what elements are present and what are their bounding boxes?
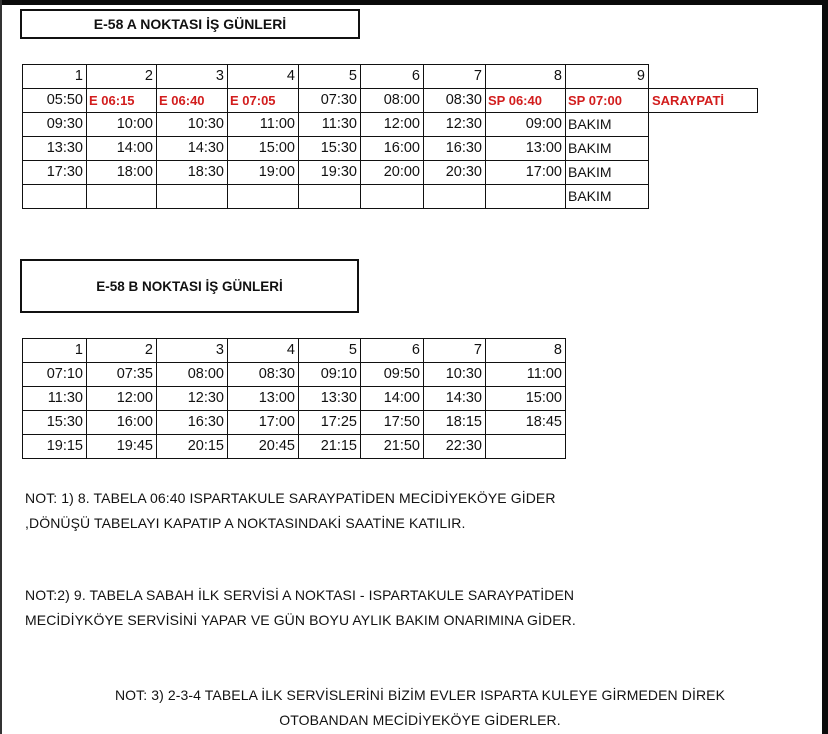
table-b-cell: 10:30 xyxy=(424,363,486,387)
table-a-cell: 10:00 xyxy=(87,113,157,137)
table-row xyxy=(23,113,758,137)
table-b-cell: 08:00 xyxy=(157,363,228,387)
table-a-cell: 17:30 xyxy=(23,161,87,185)
table-a-cell xyxy=(424,185,486,209)
table-a-cell: 18:30 xyxy=(157,161,228,185)
note-1 xyxy=(25,486,725,536)
table-b-header-cell: 8 xyxy=(486,339,566,363)
table-a-header-cell: 9 xyxy=(566,65,649,89)
table-a-cell: 14:00 xyxy=(87,137,157,161)
table-b-cell: 12:00 xyxy=(87,387,157,411)
note-2 xyxy=(25,583,745,633)
table-a-cell: 14:30 xyxy=(157,137,228,161)
table-a-cell: 20:30 xyxy=(424,161,486,185)
table-a-cell: 05:50 xyxy=(23,89,87,113)
table-b-cell: 21:50 xyxy=(361,435,424,459)
note-1-line-1: NOT: 1) 8. TABELA 06:40 ISPARTAKULE SARAYPATİDEN MECİDİYEKÖYE GİDER xyxy=(25,490,556,506)
title-a-noktasi: E-58 A NOKTASI İŞ GÜNLERİ xyxy=(20,9,360,39)
table-b-cell: 20:15 xyxy=(157,435,228,459)
schedule-table-a xyxy=(22,64,758,209)
table-b-cell: 18:15 xyxy=(424,411,486,435)
table-a-cell: 09:30 xyxy=(23,113,87,137)
table-a-header-cell: 2 xyxy=(87,65,157,89)
table-b-cell: 08:30 xyxy=(228,363,299,387)
table-a-cell: 15:30 xyxy=(299,137,361,161)
table-a-cell xyxy=(23,185,87,209)
table-b-cell: 09:10 xyxy=(299,363,361,387)
table-a-cell: E 07:05 xyxy=(228,89,299,113)
table-a-cell: 10:30 xyxy=(157,113,228,137)
table-b-cell: 16:30 xyxy=(157,411,228,435)
table-a-cell: E 06:40 xyxy=(157,89,228,113)
table-a-header-cell: 3 xyxy=(157,65,228,89)
note-3-line-1: NOT: 3) 2-3-4 TABELA İLK SERVİSLERİNİ BİZİM EVLER ISPARTA KULEYE GİRMEDEN DİREK xyxy=(114,687,726,703)
table-a-cell: BAKIM xyxy=(566,113,649,137)
table-b-cell: 21:15 xyxy=(299,435,361,459)
table-a-cell xyxy=(157,185,228,209)
table-b-cell: 17:00 xyxy=(228,411,299,435)
table-b-cell: 15:30 xyxy=(23,411,87,435)
table-a-cell xyxy=(486,185,566,209)
table-b-cell: 16:00 xyxy=(87,411,157,435)
table-a-cell xyxy=(299,185,361,209)
table-b-cell: 20:45 xyxy=(228,435,299,459)
table-b-cell: 09:50 xyxy=(361,363,424,387)
table-b-header-cell: 4 xyxy=(228,339,299,363)
top-border xyxy=(0,0,828,5)
table-a-header-cell: 8 xyxy=(486,65,566,89)
table-b-cell: 15:00 xyxy=(486,387,566,411)
table-b-header-row xyxy=(23,339,566,363)
table-b-cell: 12:30 xyxy=(157,387,228,411)
table-row xyxy=(23,363,566,387)
table-a-empty-cell xyxy=(649,65,758,89)
table-b-header-cell: 2 xyxy=(87,339,157,363)
table-a-cell: 19:30 xyxy=(299,161,361,185)
table-a-header-cell: 7 xyxy=(424,65,486,89)
table-a-cell: 11:30 xyxy=(299,113,361,137)
table-a-cell: 07:30 xyxy=(299,89,361,113)
table-b-cell: 19:15 xyxy=(23,435,87,459)
note-2-line-1: NOT:2) 9. TABELA SABAH İLK SERVİSİ A NOKTASI - ISPARTAKULE SARAYPATİDEN xyxy=(25,587,575,603)
table-b-cell: 19:45 xyxy=(87,435,157,459)
note-1-line-2: ,DÖNÜŞÜ TABELAYI KAPATIP A NOKTASINDAKİ SAATİNE KATILIR. xyxy=(25,515,466,531)
table-a-header-cell: 6 xyxy=(361,65,424,89)
left-border xyxy=(0,0,2,734)
table-a-empty-cell xyxy=(649,161,758,185)
table-a-cell: BAKIM xyxy=(566,161,649,185)
note-2-line-2: MECİDİYKÖYE SERVİSİNİ YAPAR VE GÜN BOYU AYLIK BAKIM ONARIMINA GİDER. xyxy=(25,612,576,628)
table-a-cell: 19:00 xyxy=(228,161,299,185)
table-a-cell xyxy=(87,185,157,209)
table-a-cell: BAKIM xyxy=(566,137,649,161)
table-a-cell: 13:00 xyxy=(486,137,566,161)
table-b-cell: 11:00 xyxy=(486,363,566,387)
table-a-empty-cell xyxy=(649,137,758,161)
table-row xyxy=(23,435,566,459)
table-a-empty-cell xyxy=(649,185,758,209)
right-border xyxy=(822,0,828,734)
table-row xyxy=(23,185,758,209)
table-a-empty-cell xyxy=(649,113,758,137)
table-a-cell: 15:00 xyxy=(228,137,299,161)
table-a-header-cell: 4 xyxy=(228,65,299,89)
table-a-header-cell: 5 xyxy=(299,65,361,89)
table-b-cell: 13:00 xyxy=(228,387,299,411)
table-b-cell: 11:30 xyxy=(23,387,87,411)
table-a-cell: 09:00 xyxy=(486,113,566,137)
table-a-cell xyxy=(361,185,424,209)
title-b-noktasi: E-58 B NOKTASI İŞ GÜNLERİ xyxy=(20,259,359,313)
table-a-header-row xyxy=(23,65,758,89)
table-a-cell: 17:00 xyxy=(486,161,566,185)
note-3-line-2: OTOBANDAN MECİDİYEKÖYE GİDERLER. xyxy=(279,712,561,728)
table-a-cell: SARAYPATİ xyxy=(649,89,758,113)
table-a-cell: SP 07:00 xyxy=(566,89,649,113)
table-a-cell xyxy=(228,185,299,209)
table-b-header-cell: 7 xyxy=(424,339,486,363)
schedule-table-b xyxy=(22,338,566,459)
table-a-cell: BAKIM xyxy=(566,185,649,209)
table-b-header-cell: 3 xyxy=(157,339,228,363)
note-3 xyxy=(40,683,800,733)
table-a-cell: 16:30 xyxy=(424,137,486,161)
table-row xyxy=(23,89,758,113)
table-a-cell: 13:30 xyxy=(23,137,87,161)
table-b-cell: 18:45 xyxy=(486,411,566,435)
table-a-cell: SP 06:40 xyxy=(486,89,566,113)
table-a-cell: E 06:15 xyxy=(87,89,157,113)
table-a-cell: 12:30 xyxy=(424,113,486,137)
table-b-header-cell: 1 xyxy=(23,339,87,363)
table-b-cell: 17:25 xyxy=(299,411,361,435)
table-b-cell: 07:10 xyxy=(23,363,87,387)
table-a-cell: 20:00 xyxy=(361,161,424,185)
table-row xyxy=(23,161,758,185)
table-a-cell: 11:00 xyxy=(228,113,299,137)
table-a-header-cell: 1 xyxy=(23,65,87,89)
table-b-header-cell: 6 xyxy=(361,339,424,363)
table-a-cell: 16:00 xyxy=(361,137,424,161)
table-b-cell: 07:35 xyxy=(87,363,157,387)
table-row xyxy=(23,387,566,411)
table-a-cell: 12:00 xyxy=(361,113,424,137)
table-b-cell: 13:30 xyxy=(299,387,361,411)
table-a-cell: 08:00 xyxy=(361,89,424,113)
table-b-cell: 14:30 xyxy=(424,387,486,411)
table-a-cell: 18:00 xyxy=(87,161,157,185)
table-b-cell: 22:30 xyxy=(424,435,486,459)
table-row xyxy=(23,411,566,435)
table-b-cell: 14:00 xyxy=(361,387,424,411)
table-b-cell xyxy=(486,435,566,459)
table-b-header-cell: 5 xyxy=(299,339,361,363)
table-row xyxy=(23,137,758,161)
table-b-cell: 17:50 xyxy=(361,411,424,435)
table-a-cell: 08:30 xyxy=(424,89,486,113)
